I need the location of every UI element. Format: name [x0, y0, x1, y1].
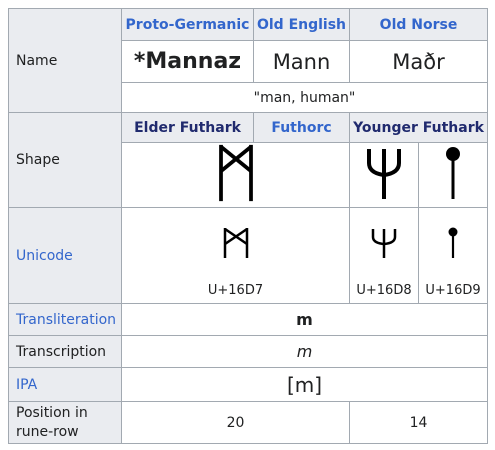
elder-shape-cell — [122, 143, 350, 208]
younger-short-shape-cell — [419, 143, 488, 208]
younger-long-unicode-cell — [350, 208, 419, 304]
madr-long-branch-small-icon — [370, 226, 398, 260]
name-label: Name — [9, 9, 122, 113]
mannaz-rune-icon — [206, 143, 266, 203]
transliteration-label[interactable]: Transliteration — [9, 304, 122, 336]
position-label: Position in rune-row — [9, 402, 122, 444]
name-gloss: "man, human" — [122, 83, 488, 113]
younger-short-unicode-code: U+16D9 — [425, 283, 481, 298]
younger-long-shape-cell — [350, 143, 419, 208]
younger-position-value: 14 — [350, 402, 488, 444]
shape-label: Shape — [9, 113, 122, 208]
madr-short-twig-rune-icon — [441, 145, 465, 201]
elder-unicode-cell — [122, 208, 350, 304]
elder-unicode-code: U+16D7 — [207, 283, 264, 298]
madr-short-twig-small-icon — [445, 226, 461, 260]
unicode-label[interactable]: Unicode — [9, 208, 122, 304]
mannaz-rune-small-icon — [221, 226, 251, 260]
transcription-label: Transcription — [9, 336, 122, 368]
madr-long-branch-rune-icon — [365, 145, 403, 201]
proto-germanic-name: *Mannaz — [122, 41, 254, 83]
younger-long-unicode-code: U+16D8 — [356, 283, 412, 298]
proto-germanic-link[interactable]: Proto-Germanic — [122, 9, 254, 41]
ipa-label[interactable]: IPA — [9, 368, 122, 402]
younger-short-unicode-cell — [419, 208, 488, 304]
old-norse-link[interactable]: Old Norse — [350, 9, 488, 41]
transcription-value: m — [122, 336, 488, 368]
elder-position-value: 20 — [122, 402, 350, 444]
ipa-value: [m] — [122, 368, 488, 402]
rune-infobox — [8, 8, 488, 444]
old-norse-name: Maðr — [350, 41, 488, 83]
transliteration-value: m — [122, 304, 488, 336]
futhorc-link[interactable]: Futhorc — [254, 113, 350, 143]
old-english-link[interactable]: Old English — [254, 9, 350, 41]
old-english-name: Mann — [254, 41, 350, 83]
younger-futhark-link[interactable]: Younger Futhark — [350, 113, 488, 143]
elder-futhark-link[interactable]: Elder Futhark — [122, 113, 254, 143]
